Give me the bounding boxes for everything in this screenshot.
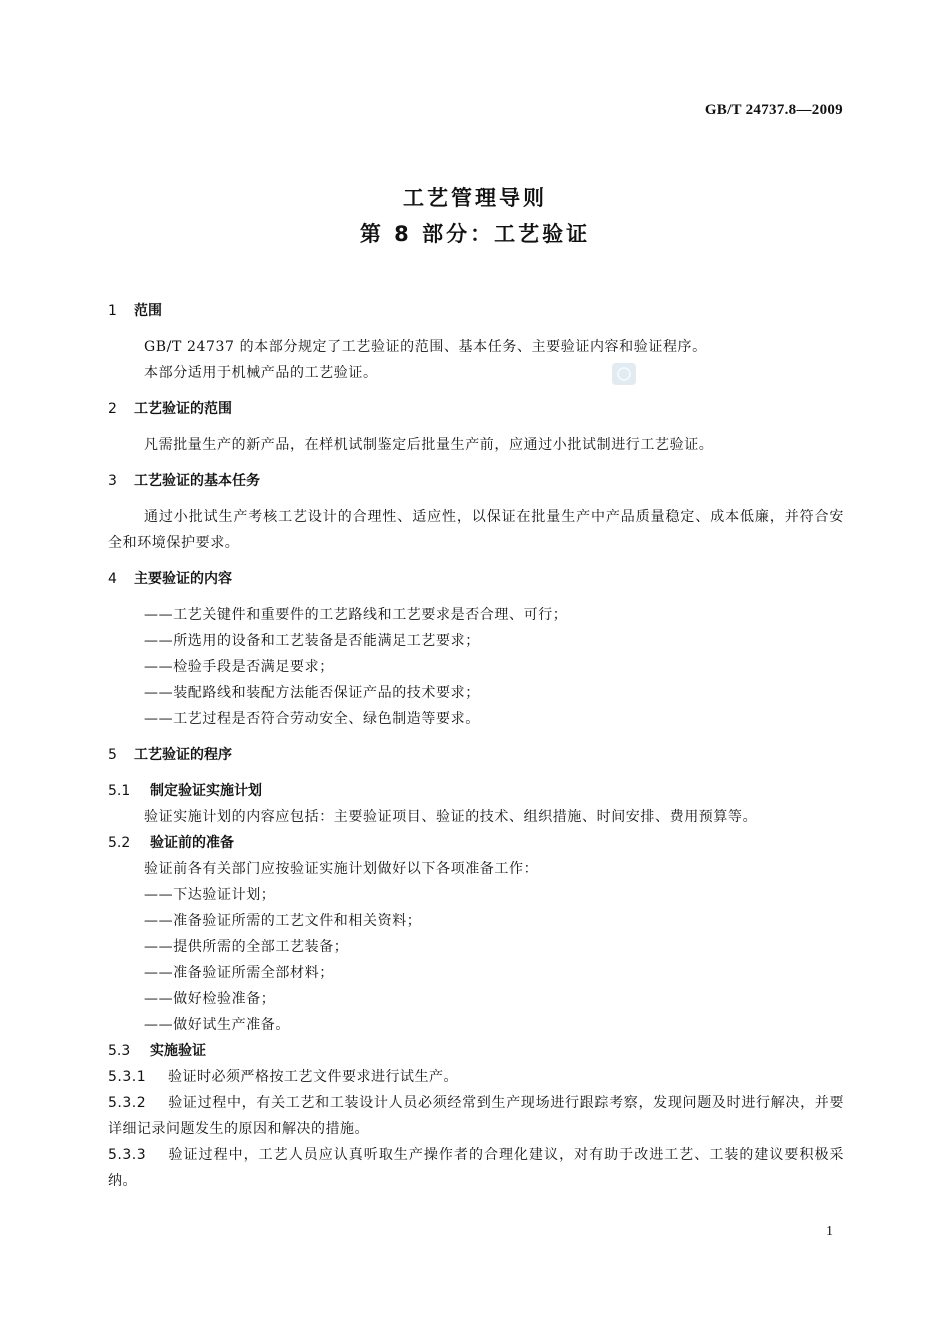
list-item: ——做好试生产准备。 [144, 1017, 290, 1033]
list-item: ——准备验证所需全部材料； [144, 965, 334, 981]
section-5-3-heading: 5.3 实施验证 [108, 1043, 206, 1059]
list-item: ——提供所需的全部工艺装备； [144, 939, 349, 955]
section-1-paragraph-2: 本部分适用于机械产品的工艺验证。 [144, 365, 378, 381]
list-item: ——所选用的设备和工艺装备是否能满足工艺要求； [144, 633, 480, 649]
title-line-1: 工艺管理导则 [403, 186, 547, 210]
page-number: 1 [826, 1224, 833, 1239]
list-item: ——装配路线和装配方法能否保证产品的技术要求； [144, 685, 480, 701]
clause-5-3-3: 5.3.3 验证过程中，工艺人员应认真听取生产操作者的合理化建议，对有助于改进工艺、工装的建议要积极采纳。 [108, 1147, 844, 1189]
section-2-paragraph-1: 凡需批量生产的新产品，在样机试制鉴定后批量生产前，应通过小批试制进行工艺验证。 [144, 437, 714, 453]
document-title [0, 180, 950, 252]
section-4-heading: 4 主要验证的内容 [108, 571, 232, 587]
list-item: ——准备验证所需的工艺文件和相关资料； [144, 913, 422, 929]
section-1-heading: 1 范围 [108, 303, 162, 319]
clause-5-3-2: 5.3.2 验证过程中，有关工艺和工装设计人员必须经常到生产现场进行跟踪考察，发现问题及时进行解决，并要详细记录问题发生的原因和解决的措施。 [108, 1095, 844, 1137]
list-item: ——下达验证计划； [144, 887, 276, 903]
section-5-heading: 5 工艺验证的程序 [108, 747, 232, 763]
section-3-paragraph-1: 通过小批试生产考核工艺设计的合理性、适应性，以保证在批量生产中产品质量稳定、成本低廉，并符合安全和环境保护要求。 [108, 509, 844, 551]
clause-5-3-1: 5.3.1 验证时必须严格按工艺文件要求进行试生产。 [108, 1069, 458, 1085]
list-item: ——工艺关键件和重要件的工艺路线和工艺要求是否合理、可行； [144, 607, 568, 623]
section-3-heading: 3 工艺验证的基本任务 [108, 473, 260, 489]
section-5-2-heading: 5.2 验证前的准备 [108, 835, 234, 851]
document-body [108, 298, 844, 1194]
section-5-1-heading: 5.1 制定验证实施计划 [108, 783, 262, 799]
section-2-heading: 2 工艺验证的范围 [108, 401, 232, 417]
section-5-2-paragraph-1: 验证前各有关部门应按验证实施计划做好以下各项准备工作： [144, 861, 539, 877]
standard-number: GB/T 24737.8—2009 [704, 102, 843, 118]
list-item: ——做好检验准备； [144, 991, 276, 1007]
section-1-paragraph-1: GB/T 24737 的本部分规定了工艺验证的范围、基本任务、主要验证内容和验证程序。 [144, 339, 707, 355]
section-5-1-paragraph-1: 验证实施计划的内容应包括：主要验证项目、验证的技术、组织措施、时间安排、费用预算等。 [144, 809, 758, 825]
title-line-2: 第 8 部分：工艺验证 [359, 222, 591, 246]
list-item: ——检验手段是否满足要求； [144, 659, 334, 675]
list-item: ——工艺过程是否符合劳动安全、绿色制造等要求。 [144, 711, 480, 727]
